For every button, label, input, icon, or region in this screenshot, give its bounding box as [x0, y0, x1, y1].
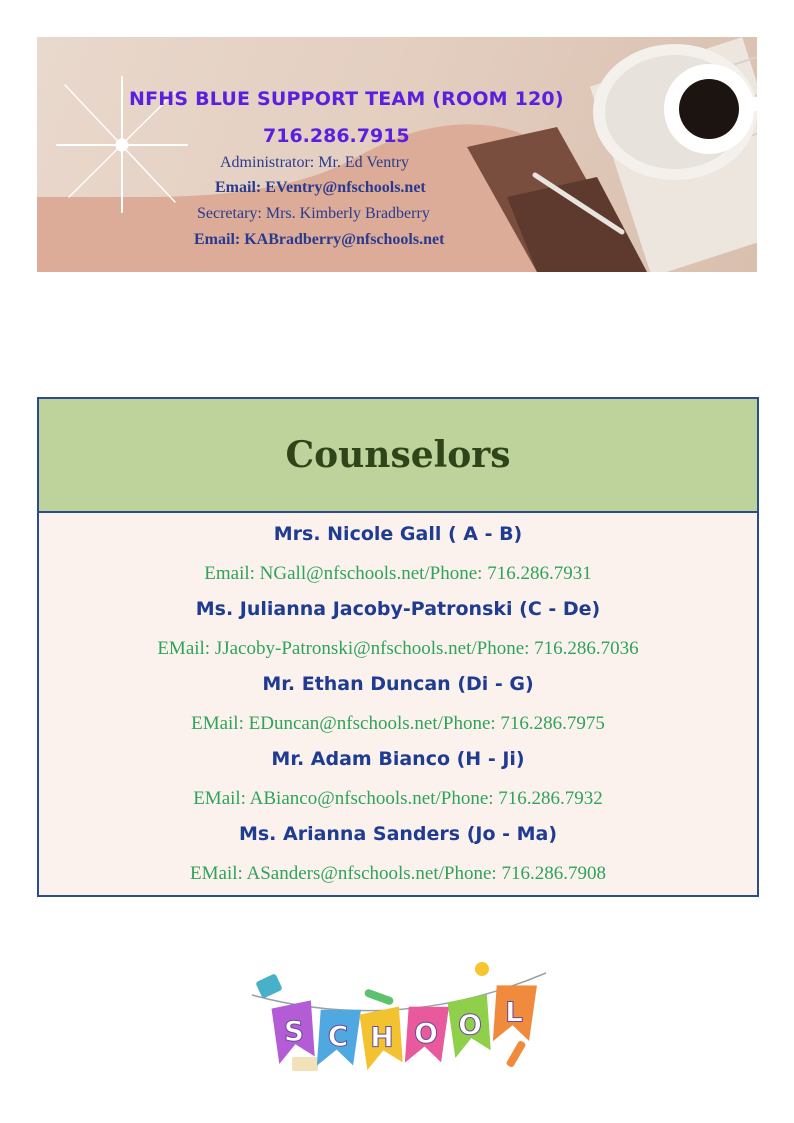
counselor-contact[interactable]: EMail: ASanders@nfschools.net/Phone: 716.286.7908 — [190, 863, 606, 884]
bunting-letter: L — [505, 995, 523, 1029]
bunting-letter: S — [283, 1014, 305, 1048]
administrator-line: Administrator: Mr. Ed Ventry — [220, 154, 410, 171]
header-banner — [37, 37, 757, 272]
counselor-list — [39, 513, 757, 892]
secretary-line: Secretary: Mrs. Kimberly Bradberry — [197, 205, 430, 222]
counselor-name: Mrs. Nicole Gall ( A - B) — [273, 523, 523, 545]
counselor-contact[interactable]: EMail: ABianco@nfschools.net/Phone: 716.286.7932 — [193, 788, 603, 809]
counselor-name: Mr. Ethan Duncan (Di - G) — [262, 673, 534, 695]
bunting-letter: H — [370, 1020, 394, 1054]
open-book-icon — [292, 1057, 318, 1071]
banner-phone: 716.286.7915 — [263, 125, 410, 147]
bunting-letter: C — [327, 1019, 349, 1053]
counselor-name: Mr. Adam Bianco (H - Ji) — [271, 748, 525, 770]
lightbulb-icon — [475, 962, 489, 976]
counselor-entry — [39, 742, 757, 817]
counselor-contact[interactable]: Email: NGall@nfschools.net/Phone: 716.286.7931 — [204, 563, 592, 584]
banner-title: NFHS BLUE SUPPORT TEAM (ROOM 120) — [129, 88, 564, 110]
counselor-entry — [39, 517, 757, 592]
counselor-entry — [39, 592, 757, 667]
crayon-icon — [364, 988, 395, 1006]
bunting-flag — [447, 994, 493, 1058]
school-bunting-illustration — [244, 955, 554, 1085]
counselor-contact[interactable]: EMail: EDuncan@nfschools.net/Phone: 716.286.7975 — [191, 713, 605, 734]
counselor-name: Ms. Julianna Jacoby-Patronski (C - De) — [195, 598, 601, 620]
bunting-flag — [359, 1006, 405, 1070]
bunting-flag — [491, 981, 537, 1045]
counselor-entry — [39, 817, 757, 892]
book-icon — [255, 973, 283, 999]
bunting-letter: O — [458, 1008, 482, 1042]
counselors-section — [37, 397, 759, 897]
counselor-contact[interactable]: EMail: JJacoby-Patronski@nfschools.net/Phone: 716.286.7036 — [157, 638, 639, 659]
coffee-cup-illustration — [593, 44, 757, 180]
bunting-flag — [403, 1003, 449, 1067]
pencil-icon — [506, 1040, 527, 1068]
bunting-letter: O — [414, 1016, 438, 1050]
secretary-email[interactable]: Email: KABradberry@nfschools.net — [194, 231, 445, 248]
administrator-email[interactable]: Email: EVentry@nfschools.net — [215, 179, 426, 196]
counselors-header — [39, 399, 757, 513]
counselor-entry — [39, 667, 757, 742]
bunting-flag — [271, 1000, 317, 1064]
counselors-heading: Counselors — [285, 434, 511, 476]
counselor-name: Ms. Arianna Sanders (Jo - Ma) — [238, 823, 558, 845]
bunting-flag — [315, 1006, 361, 1070]
